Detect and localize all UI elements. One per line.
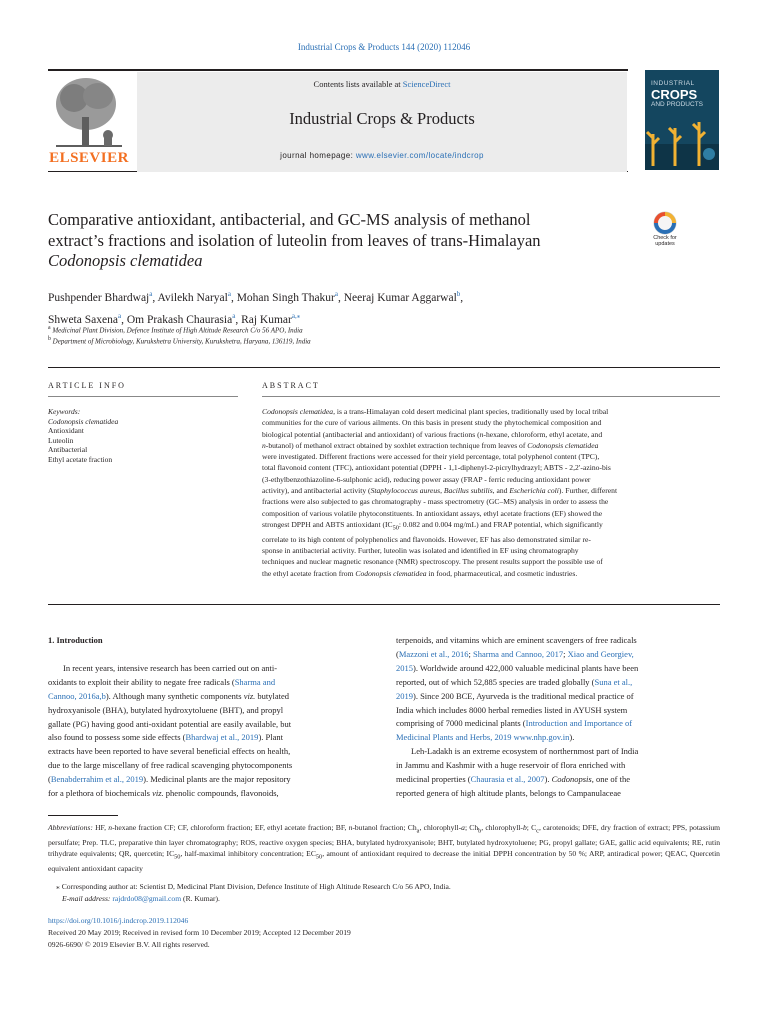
text-line: correlate to its high content of polyphenolics and flavonoids. However, EF has also demonstrated similar re-: [262, 534, 591, 544]
keyword: Luteolin: [48, 435, 74, 445]
text-line: oxidants to exploit their ability to negate free radicals (Sharma and: [48, 676, 276, 687]
text-line: Medicinal Plants and Herbs, 2019 www.nhp.gov.in).: [396, 732, 575, 743]
abstract-text: [262, 406, 686, 579]
corresponding-author: ⁎ Corresponding author at: Scientist D, Medicinal Plant Division, Defence Institute of High Altitude Research C/o 56 APO, India.: [56, 882, 451, 891]
journal-citation[interactable]: Industrial Crops & Products 144 (2020) 112046: [297, 42, 471, 52]
keyword: Antioxidant: [48, 426, 84, 436]
text-line: 2019). Since 200 BCE, Ayurveda is the traditional medical practice of: [396, 690, 634, 701]
keyword: Ethyl acetate fraction: [48, 454, 113, 464]
section-heading: 1. Introduction: [48, 635, 103, 645]
text-line: (Benabderrahim et al., 2019). Medicinal plants are the major repository: [48, 774, 291, 785]
author-name: Raj Kumar: [241, 314, 292, 327]
text-line: comprising of 7000 medicinal plants (Introduction and Importance of: [396, 718, 633, 729]
author-name: Pushpender Bhardwaj: [48, 291, 150, 304]
text-line: 2015). Worldwide around 422,000 valuable medicinal plants have been: [396, 662, 639, 673]
cover-artwork-icon: [645, 114, 719, 170]
journal-cover-image[interactable]: INDUSTRIAL CROPS AND PRODUCTS: [645, 70, 719, 170]
divider: [48, 396, 238, 397]
text-line: also found to possess some side effects (Bhardwaj et al., 2019). Plant: [48, 732, 283, 743]
author-name: Shweta Saxena: [48, 314, 118, 327]
author-name: Neeraj Kumar Aggarwal: [343, 291, 457, 304]
text-line: activity), and antibacterial activity (Staphylococcus aureus, Bacillus subtilis, and Escherichia coli). Further, different: [262, 486, 618, 496]
text-line: hydroxyanisole (BHA), butylated hydroxytoluene (BHT), and propyl: [48, 704, 284, 715]
text-line: the ethyl acetate fraction from Codonopsis clematidea in food, pharmaceutical, and cosmetic industries.: [262, 568, 578, 578]
author-name: Mohan Singh Thakur: [236, 291, 335, 304]
abbreviations-footnote: Abbreviations: HF, n-hexane fraction CF; CF, chloroform fraction; EF, ethyl acetate fraction; BF, n-butanol fraction; $Ch_a$, chlorophyll-a; $Ch_b$, chlorophyll-b; $C_c$, carotenoids; DFE, dry fraction of extract; PPS, potassium persulfate; Prep. TLC, preparative thin layer chromatography; ROS, reactive oxygen species; BHA, butylated hydroxyanisole; BHT, butylated hydroxytoluene; PG, propyl gallate; GAE, gallic acid equivalents; RE, rutin trihydrate equivalents; QR, quercetin; $IC_{50}$, half-maximal inhibitory concentration; $EC_{50}$, amount of antioxidant required to decrease the initial DPPH concentration by 50 %; ARP, antiradical power; QEAC, Quercetin equivalent antioxidant capacity: [48, 823, 721, 874]
text-line: In recent years, intensive research has been carried out on anti-: [63, 662, 278, 673]
text-line: India which includes 8000 herbal remedies listed in AYUSH system: [396, 704, 628, 715]
text-line: in Jammu and Kashmir with a huge reservoir of flora enriched with: [396, 760, 626, 771]
doi-line[interactable]: https://doi.org/10.1016/j.indcrop.2019.112046: [48, 916, 189, 925]
keyword: Codonopsis clematidea: [48, 416, 119, 426]
article-title: Comparative antioxidant, antibacterial, and GC-MS analysis of methanol extract’s fractions and isolation of luteolin from leaves of trans-Himalayan Codonopsis clematidea: [48, 210, 541, 270]
abstract-heading: ABSTRACT: [262, 381, 320, 390]
author-list: Pushpender Bhardwaj$^a$, Avilekh Naryal$^a$, Mohan Singh Thakur$^a$, Neeraj Kumar Aggarwal$^b$, Shweta Saxena$^a$, Om Prakash Chaurasia$^a$, Raj Kumar$^{a,⁎}$: [48, 290, 464, 327]
keywords-block: Keywords: Codonopsis clematidea Antioxidant Luteolin Antibacterial Ethyl acetate fraction: [48, 407, 228, 465]
text-line: n-butanol) of methanol extract obtained by soxhlet extraction technique from leaves of Codonopsis clematidea: [262, 440, 599, 450]
text-line: biological potential (antibacterial and antioxidant) of various fractions (n-hexane, chloroform, ethyl acetate, and: [262, 429, 603, 439]
contents-line: Contents lists available at ScienceDirect: [313, 79, 451, 89]
check-for-updates-label: Check for updates: [653, 235, 677, 247]
journal-name: Industrial Crops & Products: [289, 109, 475, 128]
text-line: techniques and nuclear magnetic resonance (NMR) spectroscopy. The present results support the possible use of: [262, 557, 603, 567]
author-name: Avilekh Naryal: [157, 291, 228, 304]
text-line: Cannoo, 2016a,b). Although many synthetic components viz. butylated: [48, 690, 290, 701]
intro-column-left: [48, 634, 372, 801]
text-line: reported, out of which 52,885 species are traded globally (Suna et al.,: [396, 676, 633, 687]
text-line: due to the large miscellany of free radical scavenging phytocomponents: [48, 760, 293, 771]
text-line: sponse in antibacterial activity. Further, luteolin was isolated and identified in EF using chromatography: [262, 546, 579, 556]
text-line: composition of various volatile phytoconstituents. In antioxidant assays, ethyl acetate fractions (EF) showed the: [262, 508, 603, 518]
text-line: (Mazzoni et al., 2016; Sharma and Cannoo, 2017; Xiao and Georgiev,: [396, 648, 634, 659]
article-info-heading: ARTICLE INFO: [48, 381, 126, 390]
text-line: Codonopsis clematidea, is a trans-Himalayan cold desert medicinal plant species, traditionally used by local tribal: [262, 407, 609, 416]
text-line: gallate (PG) having good anti-oxidant potential are easily available, but: [48, 718, 292, 729]
footnote-divider: [48, 815, 118, 816]
text-line: fractions were also subjected to gas chromatography - mass spectrometry (GC–MS) analysis in order to assess the: [262, 497, 609, 507]
text-line: reported genera of high altitude plants, belongs to Campanulaceae: [396, 787, 621, 798]
elsevier-wordmark: ELSEVIER: [49, 150, 129, 166]
affiliation-b: $^b$ Department of Microbiology, Kurukshetra University, Kurukshetra, Haryana, 136119, India: [48, 336, 311, 346]
divider: [262, 396, 720, 397]
copyright-line: 0926-6690/ © 2019 Elsevier B.V. All rights reserved.: [48, 940, 210, 949]
divider: [48, 367, 720, 368]
text-line: medicinal properties (Chaurasia et al., 2007). Codonopsis, one of the: [396, 774, 630, 785]
received-line: Received 20 May 2019; Received in revised form 10 December 2019; Accepted 12 December 2019: [48, 928, 351, 937]
text-line: (3-ethylbenzothiazoline-6-sulphonic acid), reducing power assay (FRAP - ferric reducing antioxidant power: [262, 474, 591, 484]
divider: [48, 604, 720, 605]
intro-column-right: [396, 634, 720, 801]
email-link[interactable]: rajdrdo08@gmail.com: [112, 894, 182, 903]
text-line: terpenoids, and vitamins which are eminent scavengers of free radicals: [396, 635, 637, 645]
keyword: Antibacterial: [48, 445, 88, 455]
email-line: E-mail address: rajdrdo08@gmail.com (R. Kumar).: [62, 894, 220, 903]
text-line: were investigated. Different fractions were accessed for their yield percentage, total polyphenol content (TPC),: [262, 452, 600, 462]
text-line: extracts have been reported to have several beneficial effects on health,: [48, 746, 291, 757]
affiliation-a: $^a$ Medicinal Plant Division, Defence Institute of High Altitude Research C/o 56 APO, India: [48, 325, 303, 335]
author-name: Om Prakash Chaurasia: [126, 314, 233, 327]
journal-homepage-link[interactable]: www.elsevier.com/locate/indcrop: [355, 151, 484, 160]
text-line: strongest DPPH and ABTS antioxidant ($IC_{50}$: 0.082 and 0.004 mg/mL) and FRAP potential, which significantly: [262, 519, 603, 532]
text-line: Leh-Ladakh is an extreme ecosystem of northernmost part of India: [411, 746, 639, 757]
text-line: total flavonoid content (TFC), antioxidant potential (DPPH - 1,1-diphenyl-2-picrylhydrazyl; ABTS - 2,2′-azino-bis: [262, 463, 611, 473]
journal-homepage: journal homepage: www.elsevier.com/locate/indcrop: [280, 151, 484, 160]
sciencedirect-link[interactable]: ScienceDirect: [402, 79, 451, 89]
text-line: for a plethora of biochemicals viz. phenolic compounds, flavonoids,: [48, 788, 279, 799]
text-line: communities for the cure of various ailments. On this basis in present study the phytochemical composition and: [262, 418, 602, 428]
